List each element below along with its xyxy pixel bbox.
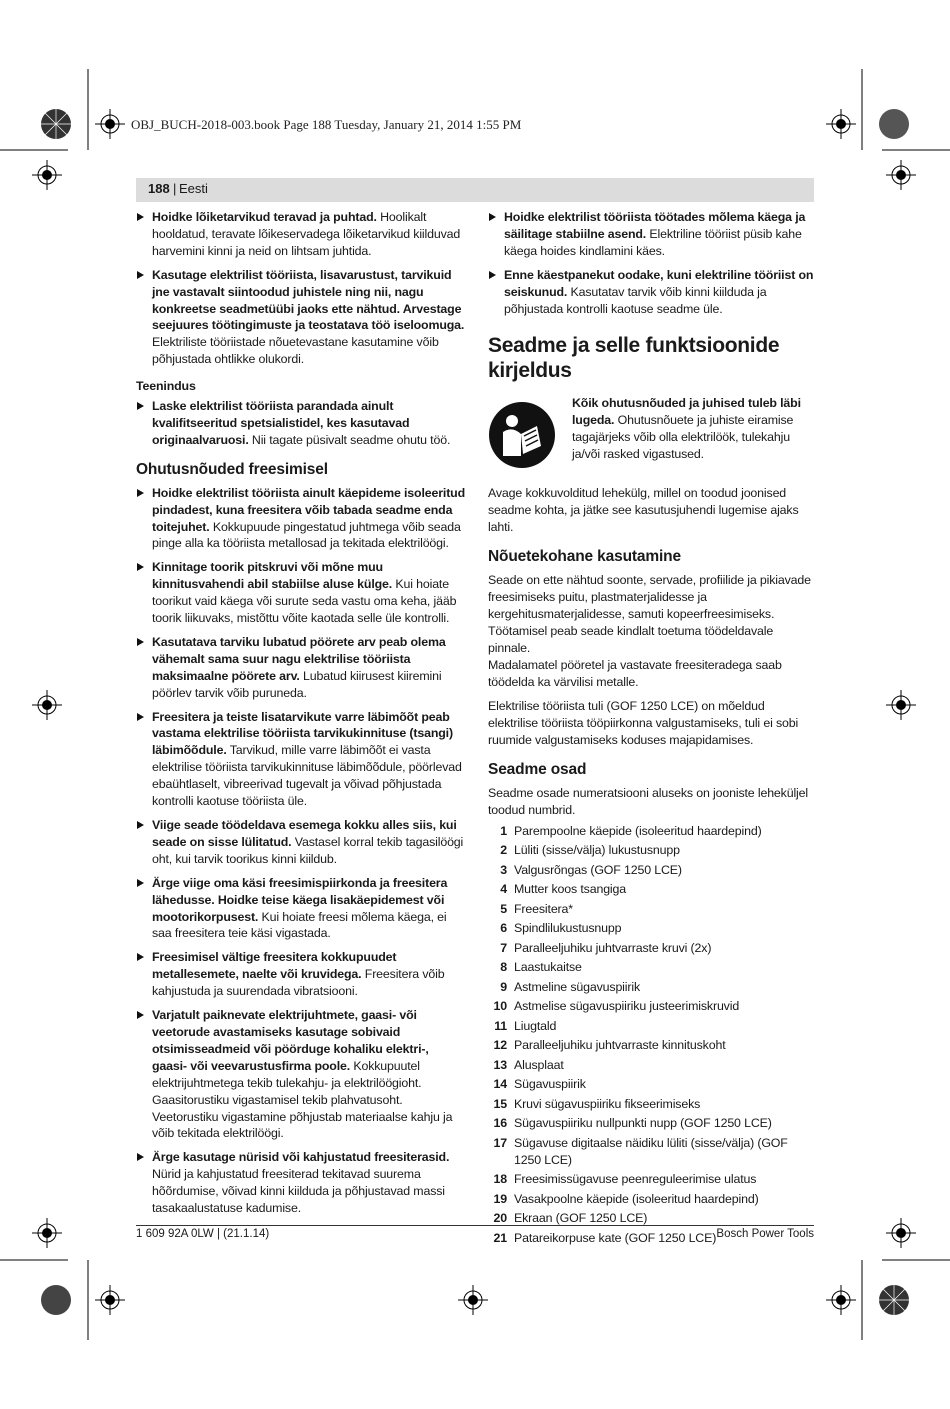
bullet-bold-text: Freesitera ja teiste lisatarvikute varre läbimõõt peab vastama elektrilise tööriista tarvikukinnituse (tsangi) läbimõõdule. — [152, 709, 453, 758]
footer-left: 1 609 92A 0LW | (21.1.14) — [136, 1228, 270, 1240]
part-number: 2 — [500, 843, 507, 858]
part-label: Vasakpoolne käepide (isoleeritud haardepind) — [514, 1191, 759, 1206]
bullet-text: Kokkupuude pingestatud juhtmega võib seada pinge alla ka tööriista metallosad ja tekitada elektrilöögi. — [152, 519, 461, 551]
registration-mark-icon — [826, 1285, 856, 1315]
parts-list — [488, 823, 816, 1247]
bullet-triangle-icon — [137, 489, 144, 497]
part-item — [488, 1135, 816, 1169]
bullet-triangle-icon — [137, 638, 144, 646]
warning-bold: Kõik ohutusnõuded ja juhised tuleb läbi lugeda. — [572, 396, 801, 428]
bullet-text: Elektriliste tööriistade nõuetevastane kasutamine võib põhjustada ohtlikke olukordi. — [152, 335, 439, 367]
part-item — [488, 1096, 816, 1113]
bullet-item — [136, 1149, 466, 1217]
right-column — [488, 209, 816, 1249]
read-manual-icon — [488, 401, 556, 469]
safety-heading: Ohutusnõuded freesimisel — [136, 460, 328, 478]
bullet-item — [136, 209, 466, 260]
bullet-text: Elektriline tööriist püsib kahe käega hoides kindlamini käes. — [504, 226, 802, 258]
part-number: 7 — [500, 940, 507, 955]
bullet-bold-text: Hoidke lõiketarvikud teravad ja puhtad. — [152, 210, 377, 224]
part-label: Alusplaat — [514, 1057, 564, 1072]
bullet-item — [136, 709, 466, 810]
part-label: Liugtald — [514, 1018, 557, 1033]
bullet-text: Kui hoiate toorikut vaid käega või surute seda vastu oma keha, jääb toorik liikuvaks, mistõttu võite kaotada selle üle kontrolli. — [152, 577, 457, 626]
header-language: Eesti — [179, 181, 208, 196]
part-label: Spindlilukustusnupp — [514, 921, 622, 936]
registration-mark-icon — [95, 1285, 125, 1315]
bullet-bold-text: Freesimisel vältige freesitera kokkupuudet metallesemete, naelte või kruvidega. — [152, 950, 397, 982]
registration-mark-icon — [826, 109, 856, 139]
registration-mark-icon — [878, 1284, 910, 1316]
part-item — [488, 1018, 816, 1035]
part-item — [488, 881, 816, 898]
part-label: Parempoolne käepide (isoleeritud haardepind) — [514, 823, 762, 838]
footer-divider — [136, 1225, 814, 1226]
bullet-text: Hoolikalt hooldatud, teravate lõikeservadega lõiketarvikud kiilduvad harvemini kinni ja neid on lihtsam juhtida. — [152, 210, 461, 258]
bullet-item — [136, 267, 466, 368]
registration-mark-icon — [878, 108, 910, 140]
intended-use-p1: Seade on ette nähtud soonte, servade, profiilide ja pikiavade freesimiseks puitu, plastmaterjalidesse ja kergehitusmaterjalidesse, samuti kopeerfreesimiseks. Töötamisel peab seade kindlalt toetuma töödeldavale pinnale. — [488, 573, 811, 655]
warning-box — [488, 395, 816, 475]
bullet-triangle-icon — [137, 563, 144, 571]
registration-mark-icon — [458, 1285, 488, 1315]
bullet-item — [136, 634, 466, 702]
bullet-text: Freesitera võib kahjustuda ja suurendada vibratsiooni. — [152, 967, 445, 999]
bullet-triangle-icon — [137, 402, 144, 410]
part-item — [488, 940, 816, 957]
part-label: Patareikorpuse kate (GOF 1250 LCE) — [514, 1230, 717, 1245]
part-item — [488, 1115, 816, 1132]
part-number: 15 — [493, 1096, 507, 1111]
part-label: Valgusrõngas (GOF 1250 LCE) — [514, 862, 682, 877]
page-number: 188 — [148, 181, 170, 196]
parts-intro: Seadme osade numeratsiooni aluseks on jooniste leheküljel toodud numbrid. — [488, 786, 809, 817]
part-item — [488, 842, 816, 859]
page-header — [136, 178, 814, 202]
bullet-bold-text: Kasutage elektrilist tööriista, lisavarustust, tarvikuid jne vastavalt siintoodud juhistele ning nii, nagu konkreetse seadmetüübi jaoks ette nähtud. Arvestage seejuures töötingimuste ja teostatava töö iseloomuga. — [152, 267, 465, 333]
part-number: 4 — [500, 882, 507, 897]
part-number: 13 — [493, 1057, 507, 1072]
part-item — [488, 1037, 816, 1054]
registration-mark-icon — [40, 1284, 72, 1316]
part-number: 21 — [493, 1230, 507, 1245]
part-item — [488, 998, 816, 1015]
intended-use-heading: Nõuetekohane kasutamine — [488, 548, 681, 566]
bullet-bold-text: Ärge viige oma käsi freesimispiirkonda ja freesitera lähedusse. Hoidke teise käega lisakäepidemest või mootorikorpusest. — [152, 875, 448, 924]
bullet-item — [136, 875, 466, 943]
bullet-triangle-icon — [137, 1153, 144, 1161]
bullet-bold-text: Ärge kasutage nürisid või kahjustatud freesiterasid. — [152, 1150, 450, 1165]
bullet-bold-text: Laske elektrilist tööriista parandada ainult kvalifitseeritud spetsialistidel, kes kasutavad originaalvaruosi. — [152, 399, 410, 447]
footer-right: Bosch Power Tools — [716, 1228, 814, 1240]
bullet-bold-text: Hoidke elektrilist tööriista ainult käepideme isoleeritud pindadest, kuna freesitera võib tabada seadme enda toitejuhet. — [152, 485, 466, 534]
intended-use-p3: Elektrilise tööriista tuli (GOF 1250 LCE) on mõeldud elektrilise tööriista tööpiirkonna valgustamiseks, tuli ei sobi ruumide valgustamiseks koduses majapidamises. — [488, 699, 799, 748]
part-label: Astmeline sügavuspiirik — [514, 979, 641, 994]
bullet-bold-text: Varjatult paiknevate elektrijuhtmete, gaasi- või veetorude avastamiseks kasutage sobivaid otsimisseadmeid või pöörduge kohaliku elektri-, gaasi- või veevarustusfirma poole. — [152, 1008, 429, 1073]
bullet-text: Lubatud kiirusest kiiremini pöörlev tarvik võib puruneda. — [152, 668, 442, 700]
part-number: 1 — [500, 823, 507, 838]
bullet-text: Kui hoiate freesi mõlema käega, ei saa freesitera teie käsi vigastada. — [152, 909, 447, 941]
registration-mark-icon — [40, 108, 72, 140]
part-number: 20 — [493, 1211, 507, 1226]
part-label: Astmelise sügavuspiiriku justeerimiskruvid — [514, 999, 740, 1014]
service-heading: Teenindus — [136, 379, 196, 394]
bullet-bold-text: Kinnitage toorik pitskruvi või mõne muu kinnitusvahendi abil stabiilse aluse külge. — [152, 560, 393, 592]
bullet-item — [136, 485, 466, 553]
bullet-triangle-icon — [489, 271, 496, 279]
part-item — [488, 862, 816, 879]
intended-use-p2: Madalamatel pööretel ja vastavate freesiteradega saab töödelda ka värvilisi metalle. — [488, 657, 782, 689]
bullet-bold-text: Viige seade töödeldava esemega kokku alles siis, kui seade on sisse lülitatud. — [152, 818, 457, 849]
part-label: Mutter koos tsangiga — [514, 882, 627, 897]
bullet-item — [136, 559, 466, 627]
bullet-bold-text: Enne käestpanekut oodake, kuni elektriline tööriist on seiskunud. — [504, 267, 814, 299]
bullet-bold-text: Hoidke elektrilist tööriista töötades mõlema käega ja säilitage stabiilne asend. — [504, 210, 806, 241]
part-number: 6 — [500, 921, 507, 936]
registration-mark-icon — [886, 690, 916, 720]
bullet-item — [136, 398, 466, 449]
bullet-text: Kokkupuutel elektrijuhtmetega tekib tulekahju- ja elektrilöögioht. Gaasitorustiku vigastamisel tekib plahvatusoht. Veetorustiku vigastamine põhjustab materiaalse kahju ja võib tekitada elektrilöögi. — [152, 1058, 453, 1141]
bullet-item — [136, 817, 466, 868]
part-item — [488, 1057, 816, 1074]
bullet-item — [488, 209, 816, 260]
part-label: Laastukaitse — [514, 960, 582, 975]
part-label: Ekraan (GOF 1250 LCE) — [514, 1211, 648, 1226]
registration-mark-icon — [32, 1218, 62, 1248]
bullet-item — [136, 1007, 466, 1142]
warning-text: Ohutusnõuete ja juhiste eiramise tagajärjeks võib olla elektrilöök, tulekahju ja/või rasked vigastused. — [572, 413, 794, 462]
part-item — [488, 959, 816, 976]
part-label: Sügavuse digitaalse näidiku lüliti (sisse/välja) (GOF 1250 LCE) — [514, 1135, 788, 1167]
part-item — [488, 1191, 816, 1208]
left-column — [136, 209, 466, 1224]
bullet-triangle-icon — [489, 213, 496, 221]
part-item — [488, 920, 816, 937]
part-label: Freesimissügavuse peenreguleerimise ulatus — [514, 1172, 757, 1187]
registration-mark-icon — [95, 109, 125, 139]
part-number: 10 — [493, 999, 507, 1014]
bullet-triangle-icon — [137, 821, 144, 829]
bullet-text: Kasutatav tarvik võib kinni kiilduda ja põhjustada kontrolli kaotuse seadme üle. — [504, 284, 767, 316]
bullet-triangle-icon — [137, 1011, 144, 1019]
part-number: 19 — [493, 1191, 507, 1206]
part-label: Freesitera* — [514, 901, 573, 916]
part-label: Paralleeljuhiku juhtvarraste kinnituskoht — [514, 1038, 726, 1053]
part-label: Kruvi sügavuspiiriku fikseerimiseks — [514, 1096, 701, 1111]
bullet-triangle-icon — [137, 879, 144, 887]
part-number: 14 — [493, 1077, 507, 1092]
registration-mark-icon — [32, 160, 62, 190]
part-item — [488, 1076, 816, 1093]
registration-mark-icon — [886, 160, 916, 190]
part-number: 8 — [500, 960, 507, 975]
bullet-triangle-icon — [137, 271, 144, 279]
part-item — [488, 823, 816, 840]
bullet-item — [488, 267, 816, 318]
registration-mark-icon — [886, 1218, 916, 1248]
part-number: 18 — [493, 1172, 507, 1187]
part-number: 16 — [493, 1116, 507, 1131]
bullet-triangle-icon — [137, 953, 144, 961]
bullet-triangle-icon — [137, 713, 144, 721]
part-label: Lüliti (sisse/välja) lukustusnupp — [514, 843, 680, 858]
bullet-triangle-icon — [137, 213, 144, 221]
bullet-bold-text: Kasutatava tarviku lubatud pöörete arv peab olema vähemalt sama suur nagu elektrilise tööriista maksimaalne pöörete arv. — [152, 634, 446, 683]
section-title: Seadme ja selle funktsioonide kirjeldus — [488, 334, 780, 383]
bullet-text: Nii tagate püsivalt seadme ohutu töö. — [248, 432, 451, 447]
bullet-text: Vastasel korral tekib tagasilöögi oht, kui tarvik toorikus kinni kiildub. — [152, 834, 464, 866]
part-number: 9 — [500, 979, 507, 994]
part-label: Paralleeljuhiku juhtvarraste kruvi (2x) — [514, 940, 712, 955]
parts-heading: Seadme osad — [488, 761, 587, 779]
bullet-item — [136, 949, 466, 1000]
part-number: 11 — [494, 1018, 507, 1033]
part-number: 17 — [493, 1135, 507, 1150]
part-item — [488, 979, 816, 996]
part-label: Sügavuspiiriku nullpunkti nupp (GOF 1250 LCE) — [514, 1116, 772, 1131]
header-separator: | — [173, 181, 177, 196]
part-number: 12 — [493, 1038, 507, 1053]
print-line: OBJ_BUCH-2018-003.book Page 188 Tuesday, January 21, 2014 1:55 PM — [131, 117, 522, 132]
fold-text: Avage kokkuvolditud lehekülg, millel on toodud joonised seadme kohta, ja jätke see kasutusjuhendi lugemise ajaks lahti. — [488, 486, 799, 535]
part-label: Sügavuspiirik — [514, 1077, 586, 1092]
part-item — [488, 1171, 816, 1188]
bullet-text: Nürid ja kahjustatud freesiterad tekitavad suurema hõõrdumise, võivad kinni kiilduda ja põhjustavad massi tasakaalustatuse kadumise. — [152, 1167, 445, 1216]
part-number: 3 — [500, 862, 507, 877]
registration-mark-icon — [32, 690, 62, 720]
part-number: 5 — [500, 901, 507, 916]
part-item — [488, 901, 816, 918]
bullet-text: Tarvikud, mille varre läbimõõt ei vasta elektrilise tööriista tarvikukinnituse läbimõõdule, pöörlevad ebaühtlaselt, vibreerivad tugevalt ja võivad põhjustada kontrolli kaotuse tööriista üle. — [152, 743, 462, 809]
